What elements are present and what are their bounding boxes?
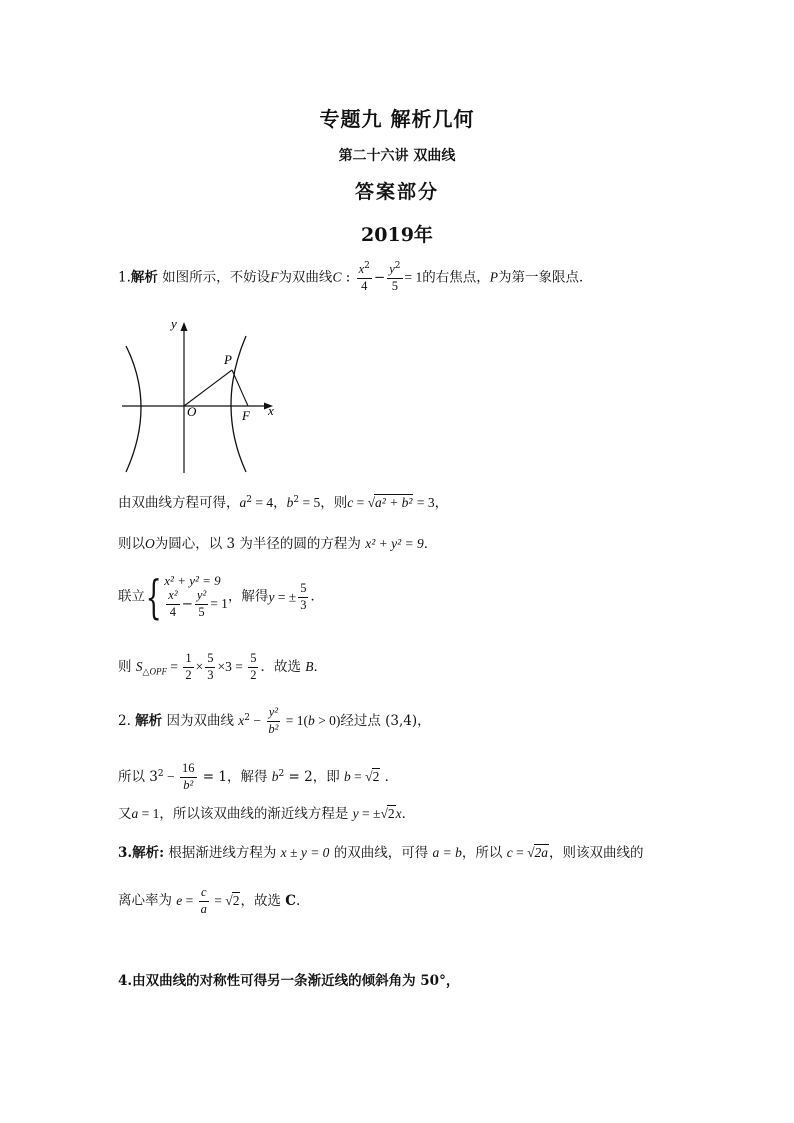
- p2-line2: 所以 $3^2$ − $\frac{16}{\text{b²}}$ = 1，解得 $b^2 = 2$，即 b = √2 ．: [118, 761, 399, 792]
- p1-line4: 联立{ x² + y² = 9 $\frac{\text{x²}}{4}$ − $\frac{\text{y²}}{5}$ = 1 ，解得y = ± $\frac{5}{3}$ ．: [118, 570, 324, 624]
- p1-line2: 由双曲线方程可得，$a^2 = 4$，$b^2 = 5$，则c = √a² + b² = 3，: [118, 495, 449, 511]
- y-axis-arrow: [181, 322, 188, 331]
- answers-heading: 答案部分: [354, 181, 439, 203]
- label-y: y: [171, 318, 177, 331]
- segment-pf: [232, 370, 248, 406]
- p3-line1: 3.解析: 根据渐进线方程为 x ± y = 0 的双曲线，可得 a = b，所以 c = √2a，则该双曲线的: [118, 845, 644, 861]
- lecture-title: 第二十六讲 双曲线: [338, 148, 456, 164]
- p1-line3: 则以O为圆心，以 3 为半径的圆的方程为 x² + y² = 9．: [118, 536, 438, 552]
- equation-system: x² + y² = 9 $\frac{\text{x²}}{4}$ − $\frac{\text{y²}}{5}$ = 1: [164, 573, 228, 619]
- p2-line1: 2. 解析 因为双曲线 $x^2$ − $\frac{\text{y²}}{\text{b²}}$ = 1(b > 0)经过点 (3,4)，: [118, 705, 431, 736]
- label-o: O: [187, 404, 197, 419]
- label-x: x: [268, 403, 274, 418]
- hyperbola-figure: [118, 318, 288, 478]
- fraction-x2-over-4: $\frac{x^2}{4}$: [358, 261, 370, 293]
- p3-line2: 离心率为 e = $\frac{c}{a}$ = √2，故选 C.: [118, 885, 301, 916]
- p1-line1: 1.解析 如图所示，不妨设F为双曲线C : $\frac{x^2}{4}$ − $\frac{y^2}{5}$ = 1的右焦点，P为第一象限点．: [118, 261, 593, 293]
- right-branch: [231, 336, 246, 472]
- year-heading: 2019年: [361, 224, 433, 246]
- left-branch: [126, 346, 141, 472]
- p4-line1: 4.由双曲线的对称性可得另一条渐近线的倾斜角为 50°，: [118, 973, 460, 989]
- segment-op: [184, 370, 232, 406]
- system-brace: {: [145, 570, 162, 624]
- p2-line3: 又a = 1，所以该双曲线的渐近线方程是 y = ±√2x．: [118, 806, 416, 822]
- label-f: F: [242, 408, 250, 423]
- topic-title: 专题九 解析几何: [319, 107, 475, 131]
- fraction-y2-over-5: $\frac{y^2}{5}$: [389, 261, 401, 293]
- label-p: P: [224, 352, 232, 367]
- p1-line5: 则 $S_{\triangle OPF}$ = $\frac{1}{2}$ × $\frac{5}{3}$ ×3 = $\frac{5}{2}$ ．故选 B．: [118, 651, 327, 682]
